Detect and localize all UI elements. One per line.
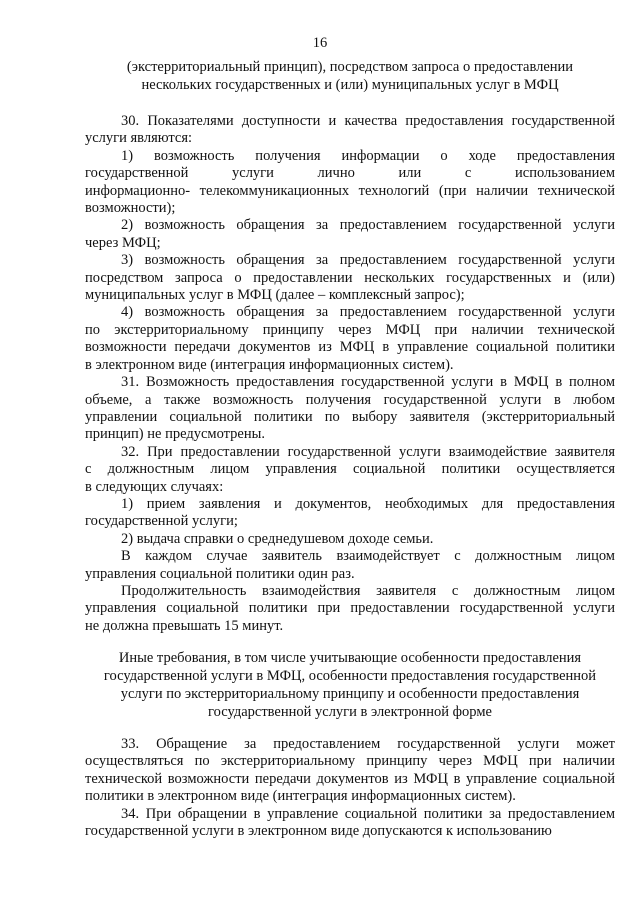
section-title-line: государственной услуги в МФЦ, особенности предоставления государственной xyxy=(103,668,597,684)
text-line: Продолжительность взаимодействия заявителя с должностным лицом xyxy=(121,582,615,599)
paragraph-p32_1 xyxy=(85,496,615,531)
text-line: 2) выдача справки о среднедушевом доходе семьи. xyxy=(121,530,434,547)
paragraph-p30 xyxy=(85,113,615,148)
text-line: по экстерриториальному принципу через МФЦ при наличии технической xyxy=(85,321,615,338)
text-line: 1) прием заявления и документов, необходимых для предоставления xyxy=(121,495,615,512)
text-line: через МФЦ; xyxy=(85,234,161,251)
text-line: возможности передачи документов из МФЦ в управление социальной политики xyxy=(85,339,615,356)
text-line: с должностным лицом управления социальной политики осуществляется xyxy=(85,461,615,478)
section-title-line: государственной услуги в электронной форме xyxy=(208,704,492,720)
text-line: информационно- телекоммуникационных технологий (при наличии технической xyxy=(85,182,615,199)
text-line: 33. Обращение за предоставлением государственной услуги может xyxy=(121,736,615,752)
text-line: технической возможности передачи документов из МФЦ в управление социальной xyxy=(85,770,615,787)
text-line: политики в электронном виде (интеграция информационных систем). xyxy=(85,788,516,805)
main-body xyxy=(85,113,615,635)
text-line: посредством запроса о предоставлении нескольких государственных и (или) xyxy=(85,269,615,286)
page-number: 16 xyxy=(312,35,328,51)
paragraph-p30_1 xyxy=(85,148,615,218)
text-line: 4) возможность обращения за предоставлением государственной услуги xyxy=(121,304,615,321)
paragraph-p30_4 xyxy=(85,304,615,374)
section-title xyxy=(85,649,615,721)
text-line: объеме, а также возможность получения государственной услуги в любом xyxy=(85,391,615,408)
section-title-line: услуги по экстерриториальному принципу и особенности предоставления xyxy=(120,686,580,702)
paragraph-p32_2 xyxy=(85,531,615,548)
text-line: муниципальных услуг в МФЦ (далее – комплексный запрос); xyxy=(85,287,465,304)
paragraph-p34 xyxy=(85,806,615,841)
text-line: в электронном виде (интеграция информационных систем). xyxy=(85,356,454,373)
text-line: 31. Возможность предоставления государственной услуги в МФЦ в полном xyxy=(121,374,615,391)
text-line: управлении социальной политики по выбору заявителя (экстерриториальный xyxy=(85,408,615,425)
text-line: 1) возможность получения информации о ходе предоставления xyxy=(121,147,615,164)
text-line: возможности); xyxy=(85,200,176,217)
text-line: управления социальной политики один раз. xyxy=(85,565,355,582)
paragraph-p32 xyxy=(85,444,615,496)
paragraph-p32_3 xyxy=(85,548,615,583)
paragraph-p30_3 xyxy=(85,252,615,304)
text-line: 34. При обращении в управление социальной политики за предоставлением xyxy=(121,805,615,822)
header-line: нескольких государственных и (или) муниципальных услуг в МФЦ xyxy=(141,77,559,93)
text-line: 3) возможность обращения за предоставлением государственной услуги xyxy=(121,252,615,269)
text-line: 2) возможность обращения за предоставлением государственной услуги xyxy=(121,217,615,234)
header-line: (экстерриториальный принцип), посредством запроса о предоставлении xyxy=(126,59,574,75)
text-line: государственной услуги; xyxy=(85,513,238,530)
text-line: в следующих случаях: xyxy=(85,478,224,495)
header-continuation xyxy=(90,58,610,94)
text-line: не должна превышать 15 минут. xyxy=(85,617,284,634)
text-line: услуги являются: xyxy=(85,130,193,147)
text-line: 30. Показателями доступности и качества предоставления государственной xyxy=(121,113,615,129)
text-line: государственной услуги лично или с использованием xyxy=(85,165,615,182)
text-line: государственной услуги в электронном виде допускаются к использованию xyxy=(85,823,552,840)
paragraph-p33 xyxy=(85,736,615,806)
section-title-line: Иные требования, в том числе учитывающие особенности предоставления xyxy=(118,650,582,666)
text-line: управления социальной политики при предоставлении государственной услуги xyxy=(85,600,615,617)
paragraph-p30_2 xyxy=(85,217,615,252)
text-line: осуществляться по экстерриториальному принципу через МФЦ при наличии xyxy=(85,753,615,770)
section-body xyxy=(85,736,615,840)
text-line: принцип) не предусмотрены. xyxy=(85,426,265,443)
text-line: В каждом случае заявитель взаимодействует с должностным лицом xyxy=(121,548,615,565)
text-line: 32. При предоставлении государственной услуги взаимодействие заявителя xyxy=(121,443,615,460)
paragraph-p31 xyxy=(85,374,615,444)
paragraph-p32_4 xyxy=(85,583,615,635)
